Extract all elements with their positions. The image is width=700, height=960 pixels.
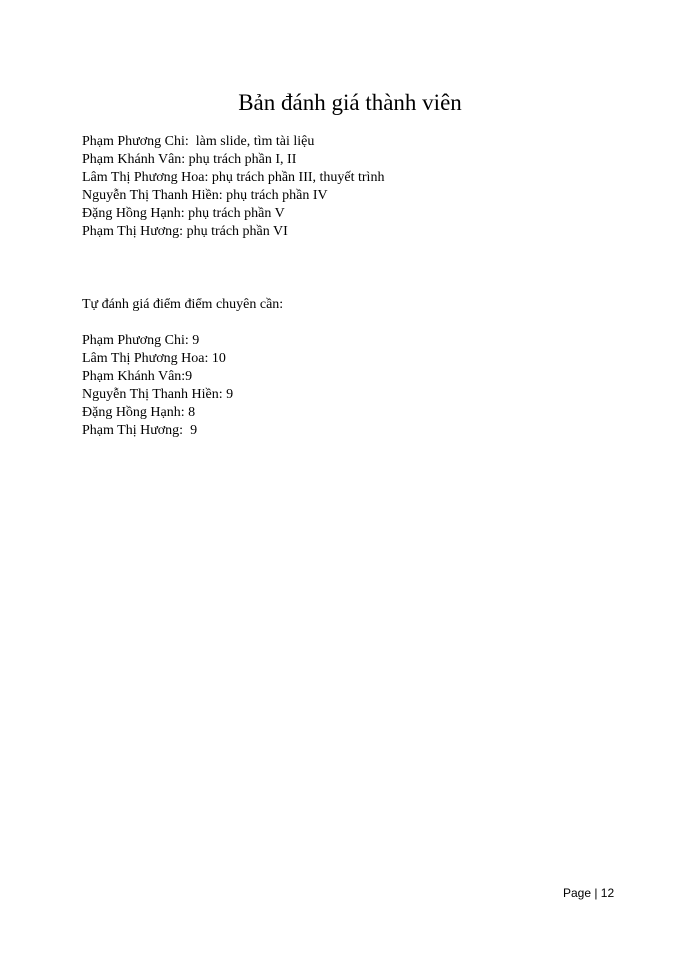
page-number: Page | 12 [563,886,615,900]
attendance-heading: Tự đánh giá điểm điểm chuyên cần: [82,297,284,312]
score-item: Lâm Thị Phương Hoa: 10 [82,351,226,366]
score-item: Nguyễn Thị Thanh Hiền: 9 [82,387,234,402]
score-item: Đặng Hồng Hạnh: 8 [82,405,196,420]
task-item: Đặng Hồng Hạnh: phụ trách phần V [82,206,285,221]
page-title: Bản đánh giá thành viên [238,90,462,115]
score-item: Phạm Thị Hương: 9 [82,423,198,438]
task-item: Lâm Thị Phương Hoa: phụ trách phần III, thuyết trình [82,170,385,185]
task-list [82,133,384,241]
task-item: Phạm Phương Chi: làm slide, tìm tài liệu [82,134,315,149]
score-list [82,332,233,440]
task-item: Nguyễn Thị Thanh Hiền: phụ trách phần IV [82,188,328,203]
score-item: Phạm Khánh Vân:9 [82,369,193,384]
task-item: Phạm Thị Hương: phụ trách phần VI [82,224,288,239]
score-item: Phạm Phương Chi: 9 [82,333,200,348]
task-item: Phạm Khánh Vân: phụ trách phần I, II [82,152,297,167]
